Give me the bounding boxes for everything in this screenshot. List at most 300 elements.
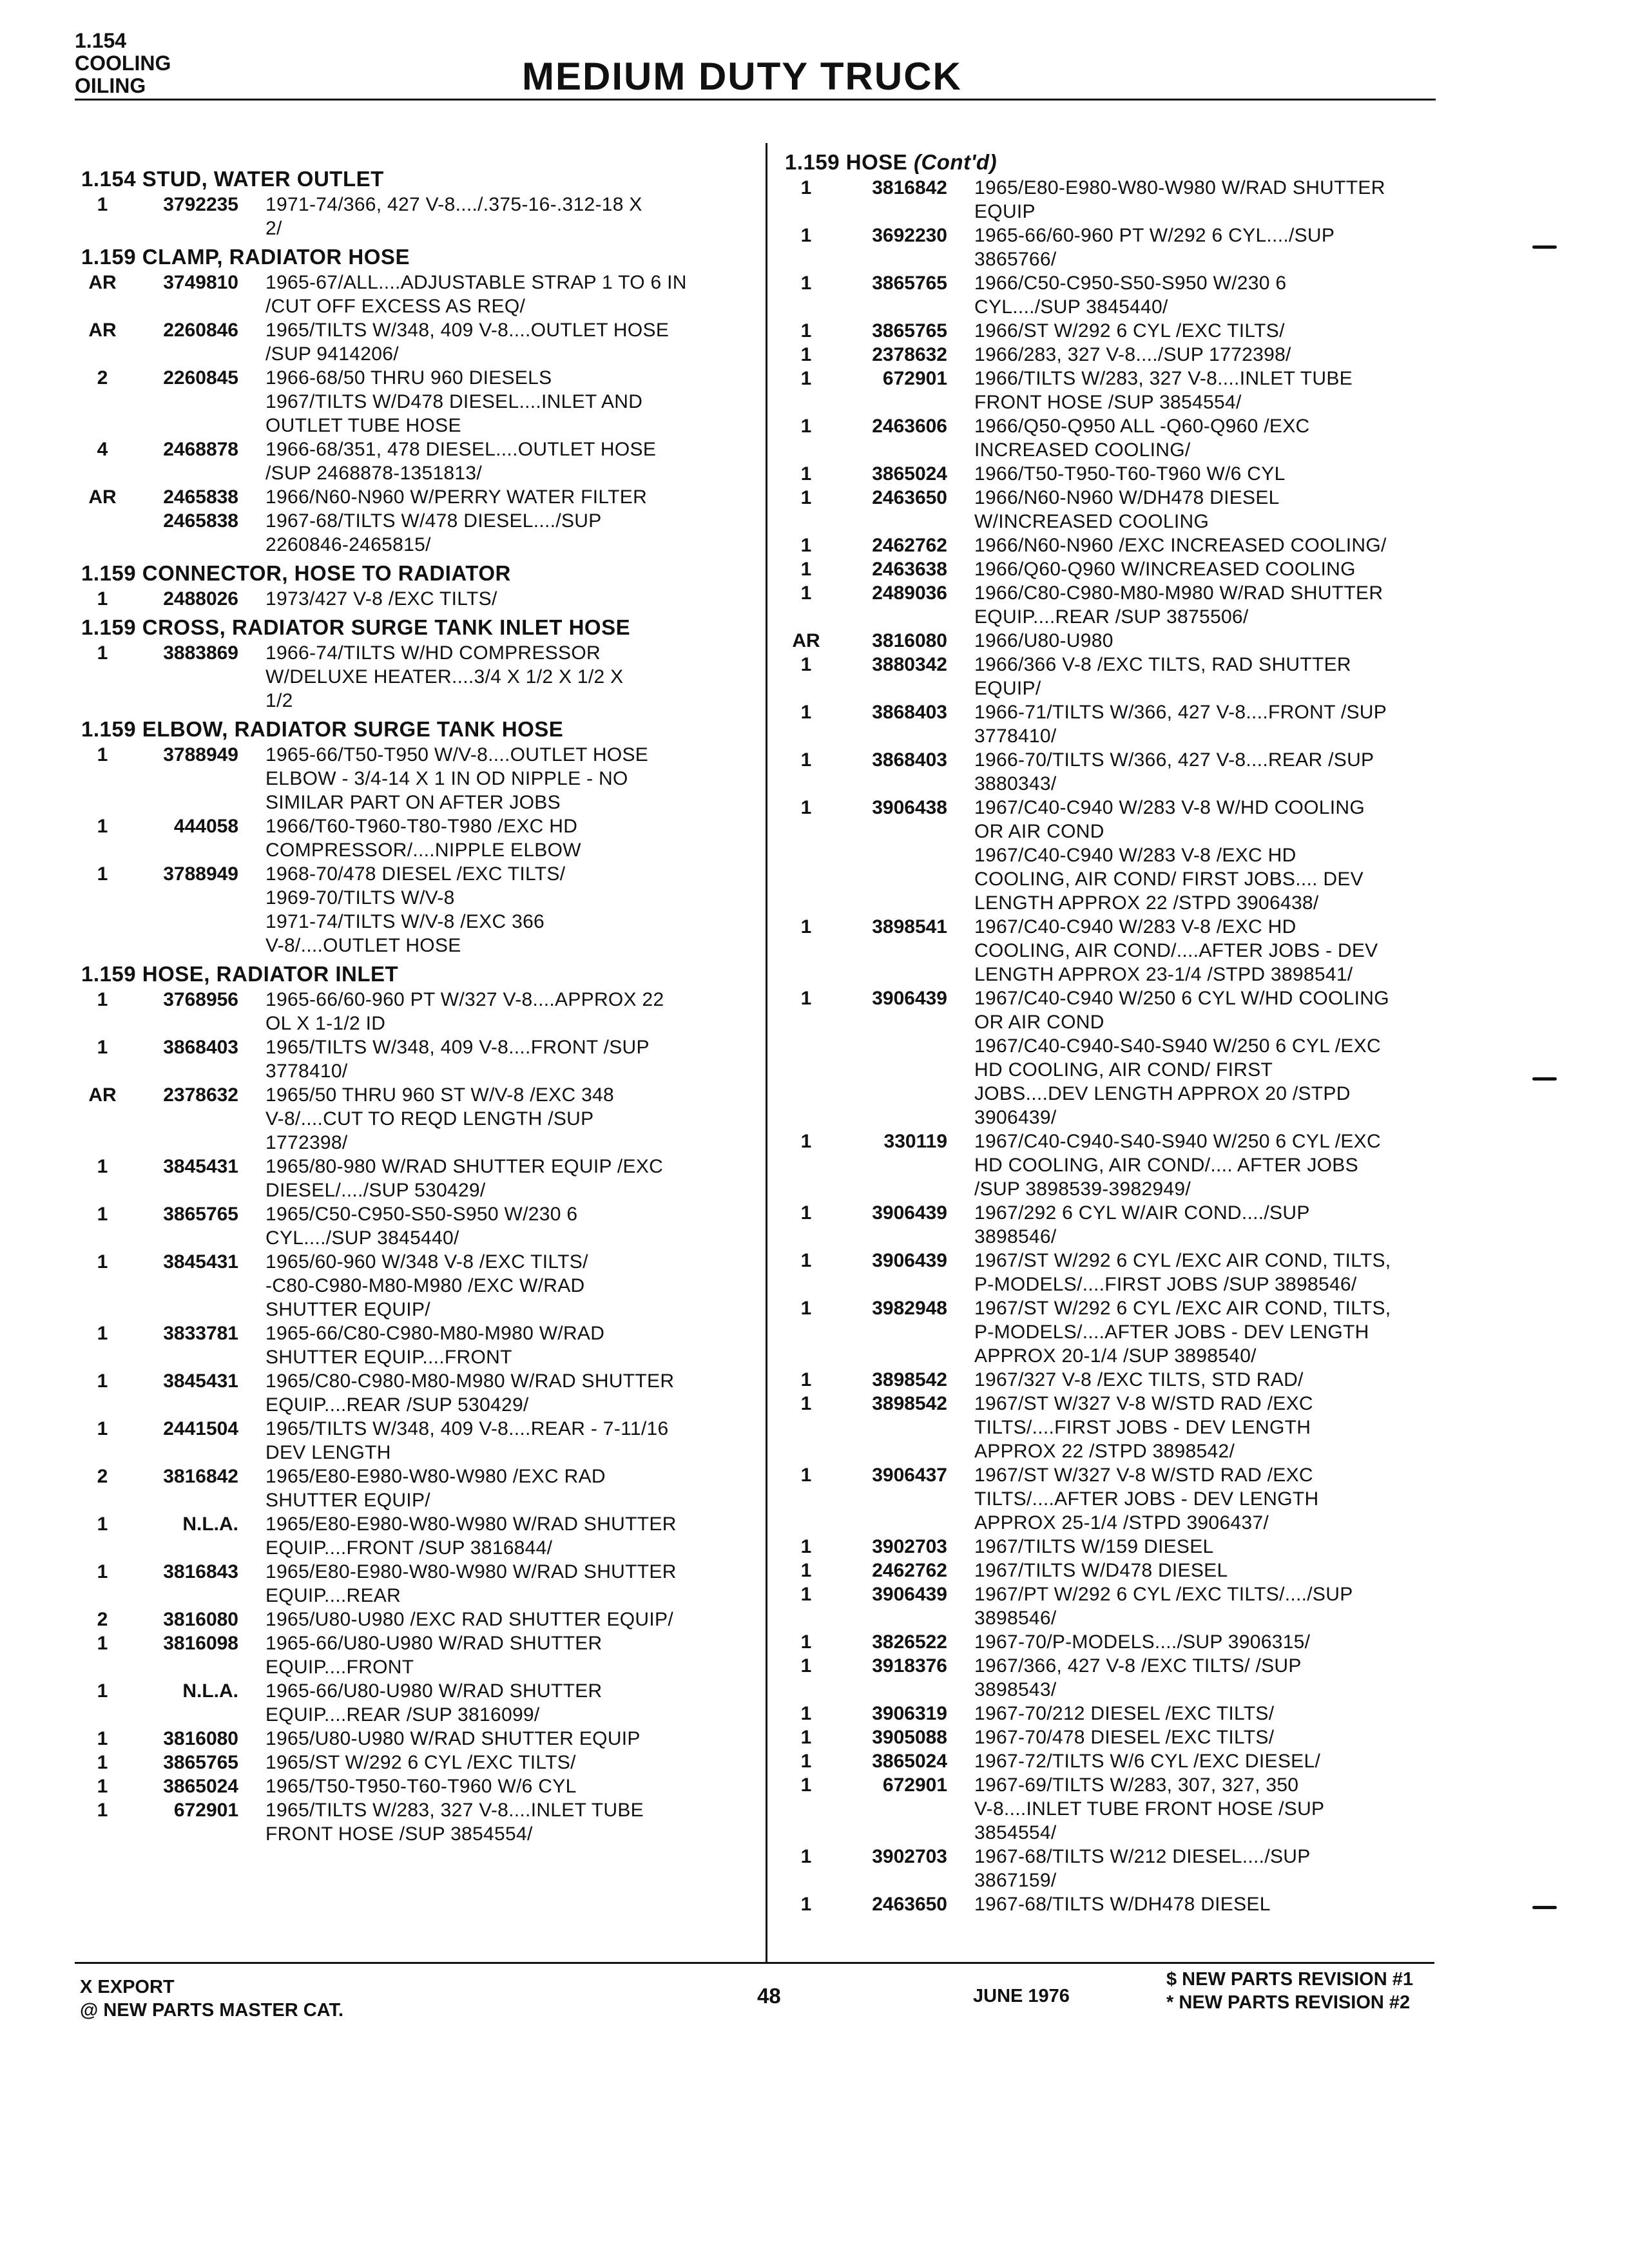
part-number: 3833781 <box>163 1323 238 1344</box>
part-row <box>76 509 746 557</box>
part-number: 3906439 <box>872 988 947 1009</box>
part-row <box>76 1369 746 1417</box>
part-row <box>780 224 1437 271</box>
part-quantity: 1 <box>97 816 108 837</box>
part-quantity: 1 <box>97 194 108 215</box>
part-number: 3692230 <box>872 225 947 246</box>
part-description: 1967-68/TILTS W/478 DIESEL..../SUP 2260846-2465815/ <box>265 510 602 555</box>
part-number: 3906319 <box>872 1703 947 1724</box>
part-row <box>780 653 1437 700</box>
part-description: 1965/C50-C950-S50-S950 W/230 6 CYL..../SUP 3845440/ <box>265 1204 578 1249</box>
part-number: 2465838 <box>163 510 238 532</box>
part-description: 1967/C40-C940-S40-S940 W/250 6 CYL /EXC HD COOLING, AIR COND/.... AFTER JOBS /SUP 3898539-3982949/ <box>974 1131 1381 1200</box>
part-number: 2463650 <box>872 487 947 508</box>
margin-mark <box>1532 245 1557 249</box>
part-row <box>780 1582 1437 1630</box>
part-description: 1968-70/478 DIESEL /EXC TILTS/ 1969-70/TILTS W/V-8 1971-74/TILTS W/V-8 /EXC 366 V-8/....OUTLET HOSE <box>265 863 566 956</box>
part-number: 3898542 <box>872 1369 947 1390</box>
part-row <box>76 1798 746 1846</box>
part-description: 1965/TILTS W/348, 409 V-8....OUTLET HOSE /SUP 9414206/ <box>265 320 670 365</box>
part-quantity: 1 <box>97 1680 108 1702</box>
part-row <box>780 271 1437 319</box>
part-description: 1966/U80-U980 <box>974 630 1113 651</box>
part-quantity: AR <box>88 1084 117 1106</box>
part-number: 3905088 <box>872 1727 947 1748</box>
part-row <box>76 271 746 318</box>
part-quantity: 1 <box>800 416 812 437</box>
part-description: 1965-66/U80-U980 W/RAD SHUTTER EQUIP....FRONT <box>265 1633 602 1678</box>
part-row <box>76 743 746 814</box>
legend-revision-2: * NEW PARTS REVISION #2 <box>1166 1992 1411 2013</box>
section-title: 1.159 CONNECTOR, HOSE TO RADIATOR <box>81 561 511 585</box>
part-number: 3906437 <box>872 1465 947 1486</box>
part-number: 3880342 <box>872 654 947 675</box>
part-description: 1967-72/TILTS W/6 CYL /EXC DIESEL/ <box>974 1751 1321 1772</box>
part-row <box>780 915 1437 986</box>
part-row <box>76 1083 746 1155</box>
part-quantity: 1 <box>800 1250 812 1271</box>
part-number: 3865024 <box>872 463 947 485</box>
part-description: 1967-70/478 DIESEL /EXC TILTS/ <box>974 1727 1275 1748</box>
part-description: 1966/N60-N960 /EXC INCREASED COOLING/ <box>974 535 1387 556</box>
part-description: 1967-68/TILTS W/DH478 DIESEL <box>974 1894 1271 1915</box>
part-quantity: 1 <box>800 463 812 485</box>
part-number: 3792235 <box>163 194 238 215</box>
part-quantity: 1 <box>800 1298 812 1319</box>
part-description: 1966/N60-N960 W/PERRY WATER FILTER <box>265 486 648 508</box>
part-number: 3816842 <box>163 1466 238 1487</box>
part-row <box>780 1892 1437 1916</box>
part-description: 1967/PT W/292 6 CYL /EXC TILTS/..../SUP 3898546/ <box>974 1584 1353 1629</box>
header-divider <box>75 99 1436 101</box>
part-row <box>780 1129 1437 1201</box>
part-row <box>76 1250 746 1321</box>
part-quantity: 2 <box>97 1609 108 1630</box>
part-description: 1965/50 THRU 960 ST W/V-8 /EXC 348 V-8/....CUT TO REQD LENGTH /SUP 1772398/ <box>265 1084 615 1153</box>
part-description: 1967/C40-C940 W/283 V-8 /EXC HD COOLING, AIR COND/....AFTER JOBS - DEV LENGTH APPROX 23-1/4 /STPD 3898541/ <box>974 916 1378 985</box>
part-quantity: 1 <box>800 273 812 294</box>
part-number: 2378632 <box>163 1084 238 1106</box>
part-number: 3845431 <box>163 1156 238 1177</box>
part-quantity: 1 <box>97 1323 108 1344</box>
part-quantity: AR <box>88 486 117 508</box>
part-number: 3788949 <box>163 863 238 885</box>
part-description: 1966/283, 327 V-8..../SUP 1772398/ <box>974 344 1291 365</box>
part-number: 2462762 <box>872 535 947 556</box>
part-description: 1965/U80-U980 W/RAD SHUTTER EQUIP <box>265 1728 641 1749</box>
part-quantity: 1 <box>97 1800 108 1821</box>
part-quantity: 2 <box>97 367 108 389</box>
part-quantity: 1 <box>800 1846 812 1867</box>
part-quantity: 1 <box>800 797 812 818</box>
part-quantity: 1 <box>800 559 812 580</box>
part-description: 1966/ST W/292 6 CYL /EXC TILTS/ <box>974 320 1285 341</box>
publication-date: JUNE 1976 <box>973 1986 1070 2006</box>
part-row <box>76 1608 746 1631</box>
part-number: 3898541 <box>872 916 947 937</box>
part-quantity: 1 <box>800 1131 812 1152</box>
part-description: 1967/ST W/327 V-8 W/STD RAD /EXC TILTS/....AFTER JOBS - DEV LENGTH APPROX 25-1/4 /STPD 3906437/ <box>974 1465 1319 1533</box>
part-number: 330119 <box>883 1131 947 1152</box>
part-row <box>76 1417 746 1465</box>
part-quantity: 1 <box>800 1369 812 1390</box>
part-quantity: 1 <box>800 344 812 365</box>
part-number: 3906439 <box>872 1584 947 1605</box>
part-description: 1965/E80-E980-W80-W980 W/RAD SHUTTER EQUIP....FRONT /SUP 3816844/ <box>265 1514 677 1559</box>
footer-divider <box>75 1962 1434 1964</box>
part-quantity: 1 <box>800 1465 812 1486</box>
part-quantity: 1 <box>97 1204 108 1225</box>
part-quantity: 1 <box>800 916 812 937</box>
part-description: 1967-68/TILTS W/212 DIESEL..../SUP 3867159/ <box>974 1846 1311 1891</box>
part-row <box>780 1463 1437 1535</box>
part-description: 1967/366, 427 V-8 /EXC TILTS/ /SUP 3898543/ <box>974 1655 1302 1700</box>
part-row <box>780 1702 1437 1725</box>
part-description: 1966/T50-T950-T60-T960 W/6 CYL <box>974 463 1286 485</box>
part-number: 3883869 <box>163 642 238 664</box>
part-quantity: 1 <box>800 1631 812 1653</box>
part-number: 3845431 <box>163 1370 238 1392</box>
part-row <box>780 1749 1437 1773</box>
part-number: 3845431 <box>163 1251 238 1273</box>
part-description: 1966/N60-N960 W/DH478 DIESEL W/INCREASED COOLING <box>974 487 1280 532</box>
part-number: 3865765 <box>163 1752 238 1773</box>
section-title: 1.159 CROSS, RADIATOR SURGE TANK INLET HOSE <box>81 615 631 639</box>
part-quantity: 4 <box>97 439 108 460</box>
part-quantity: 1 <box>800 749 812 771</box>
part-number: 672901 <box>173 1800 238 1821</box>
part-description: 1965/E80-E980-W80-W980 /EXC RAD SHUTTER EQUIP/ <box>265 1466 606 1511</box>
part-row <box>780 486 1437 533</box>
right-column <box>780 146 1437 1916</box>
part-description: 1967/292 6 CYL W/AIR COND..../SUP 3898546/ <box>974 1202 1310 1247</box>
part-number: 3906438 <box>872 797 947 818</box>
part-quantity: 1 <box>800 654 812 675</box>
part-quantity: 1 <box>800 1584 812 1605</box>
part-description: 1966-74/TILTS W/HD COMPRESSOR W/DELUXE HEATER....3/4 X 1/2 X 1/2 X 1/2 <box>265 642 624 711</box>
part-row <box>76 1321 746 1369</box>
part-description: 1967-70/P-MODELS..../SUP 3906315/ <box>974 1631 1311 1653</box>
part-number: 3865765 <box>163 1204 238 1225</box>
part-description: 1965-66/U80-U980 W/RAD SHUTTER EQUIP....REAR /SUP 3816099/ <box>265 1680 602 1725</box>
part-number: 3918376 <box>872 1655 947 1677</box>
part-quantity: 1 <box>97 989 108 1010</box>
part-quantity: 1 <box>800 1703 812 1724</box>
page-number: 48 <box>757 1984 781 2008</box>
part-number: 3865024 <box>163 1776 238 1797</box>
part-row <box>76 862 746 957</box>
footer-legend-right <box>1166 1968 1413 2014</box>
category-oiling: OILING <box>75 74 146 97</box>
footer-legend-left <box>80 1975 343 2022</box>
margin-mark <box>1532 1906 1557 1909</box>
part-description: 1967/327 V-8 /EXC TILTS, STD RAD/ <box>974 1369 1304 1390</box>
part-number: N.L.A. <box>182 1514 238 1535</box>
part-quantity: AR <box>88 272 117 293</box>
part-row <box>780 319 1437 343</box>
part-description: 1966-68/50 THRU 960 DIESELS 1967/TILTS W/D478 DIESEL....INLET AND OUTLET TUBE HOSE <box>265 367 643 436</box>
part-quantity: 1 <box>97 1752 108 1773</box>
part-quantity: 1 <box>97 642 108 664</box>
part-row <box>780 1654 1437 1702</box>
part-number: 3902703 <box>872 1846 947 1867</box>
part-description: 1965/60-960 W/348 V-8 /EXC TILTS/ -C80-C980-M80-M980 /EXC W/RAD SHUTTER EQUIP/ <box>265 1251 588 1320</box>
part-row <box>780 1725 1437 1749</box>
part-quantity: 1 <box>800 1894 812 1915</box>
part-description: 1966/T60-T960-T80-T980 /EXC HD COMPRESSOR/....NIPPLE ELBOW <box>265 816 581 861</box>
section-title: 1.154 STUD, WATER OUTLET <box>81 167 384 191</box>
part-number: 2468878 <box>163 439 238 460</box>
part-row <box>76 1679 746 1727</box>
left-column <box>76 162 746 1846</box>
part-number: N.L.A. <box>182 1680 238 1702</box>
part-quantity: 1 <box>800 177 812 198</box>
part-row <box>76 1727 746 1751</box>
part-description: 1965/E80-E980-W80-W980 W/RAD SHUTTER EQUIP <box>974 177 1385 222</box>
header-section-labels <box>75 30 171 97</box>
part-quantity: AR <box>88 320 117 341</box>
section-title: 1.159 HOSE, RADIATOR INLET <box>81 962 399 986</box>
part-row <box>780 629 1437 653</box>
part-quantity: 1 <box>800 702 812 723</box>
section-title <box>785 150 1437 174</box>
part-description: 1967/C40-C940 W/283 V-8 W/HD COOLING OR AIR COND 1967/C40-C940 W/283 V-8 /EXC HD COOLING, AIR COND/ FIRST JOBS.... DEV LENGTH APPROX 22 /STPD 3906438/ <box>974 797 1365 914</box>
part-number: 2465838 <box>163 486 238 508</box>
part-description: 1967-69/TILTS W/283, 307, 327, 350 V-8....INLET TUBE FRONT HOSE /SUP 3854554/ <box>974 1774 1325 1843</box>
part-description: 1965/E80-E980-W80-W980 W/RAD SHUTTER EQUIP....REAR <box>265 1561 677 1606</box>
part-row <box>780 1368 1437 1392</box>
part-description: 1973/427 V-8 /EXC TILTS/ <box>265 588 497 610</box>
part-number: 3816843 <box>163 1561 238 1582</box>
part-quantity: 1 <box>800 320 812 341</box>
part-quantity: 1 <box>800 988 812 1009</box>
part-row <box>780 1845 1437 1892</box>
part-number: 2462762 <box>872 1560 947 1581</box>
part-description: 1967/TILTS W/159 DIESEL <box>974 1536 1214 1557</box>
part-description: 1967/C40-C940 W/250 6 CYL W/HD COOLING OR AIR COND 1967/C40-C940-S40-S940 W/250 6 CYL /EXC HD COOLING, AIR COND/ FIRST JOBS....DEV LENGTH APPROX 20 /STPD 3906439/ <box>974 988 1389 1128</box>
part-row <box>780 1249 1437 1296</box>
part-description: 1967-70/212 DIESEL /EXC TILTS/ <box>974 1703 1275 1724</box>
part-row <box>780 986 1437 1129</box>
part-row <box>76 1751 746 1774</box>
part-quantity: 1 <box>800 1727 812 1748</box>
part-number: 444058 <box>173 816 238 837</box>
part-description: 1965/ST W/292 6 CYL /EXC TILTS/ <box>265 1752 576 1773</box>
part-row <box>76 1631 746 1679</box>
part-quantity: 1 <box>800 1202 812 1224</box>
part-quantity: 1 <box>97 1251 108 1273</box>
part-quantity: 1 <box>800 1393 812 1414</box>
part-quantity: 1 <box>97 1728 108 1749</box>
part-description: 1965-66/60-960 PT W/327 V-8....APPROX 22 OL X 1-1/2 ID <box>265 989 664 1034</box>
page-title: MEDIUM DUTY TRUCK <box>522 55 962 98</box>
part-row <box>780 462 1437 486</box>
part-quantity: 1 <box>800 1536 812 1557</box>
part-description: 1966/TILTS W/283, 327 V-8....INLET TUBE FRONT HOSE /SUP 3854554/ <box>974 368 1353 413</box>
part-quantity: 1 <box>800 225 812 246</box>
category-cooling: COOLING <box>75 52 171 75</box>
part-quantity: 1 <box>800 1751 812 1772</box>
part-row <box>780 1201 1437 1249</box>
part-row <box>780 1559 1437 1582</box>
part-number: 3749810 <box>163 272 238 293</box>
part-quantity: 1 <box>97 1514 108 1535</box>
part-quantity: 1 <box>97 1561 108 1582</box>
part-description: 1965/TILTS W/283, 327 V-8....INLET TUBE FRONT HOSE /SUP 3854554/ <box>265 1800 644 1845</box>
part-row <box>76 366 746 437</box>
part-description: 1966/366 V-8 /EXC TILTS, RAD SHUTTER EQUIP/ <box>974 654 1351 699</box>
part-number: 3826522 <box>872 1631 947 1653</box>
part-row <box>76 1035 746 1083</box>
part-description: 1966/C80-C980-M80-M980 W/RAD SHUTTER EQUIP....REAR /SUP 3875506/ <box>974 582 1383 628</box>
part-description: 1966/C50-C950-S50-S950 W/230 6 CYL..../SUP 3845440/ <box>974 273 1287 318</box>
legend-revision-1: $ NEW PARTS REVISION #1 <box>1166 1969 1413 1990</box>
section-title: 1.159 ELBOW, RADIATOR SURGE TANK HOSE <box>81 717 564 741</box>
part-row <box>76 1465 746 1512</box>
part-number: 3816842 <box>872 177 947 198</box>
part-quantity: 1 <box>97 1037 108 1058</box>
part-quantity: 1 <box>800 582 812 604</box>
part-description: 1965-66/C80-C980-M80-M980 W/RAD SHUTTER EQUIP....FRONT <box>265 1323 605 1368</box>
part-row <box>780 796 1437 915</box>
part-number: 2463650 <box>872 1894 947 1915</box>
part-number: 2441504 <box>163 1418 238 1439</box>
part-row <box>76 437 746 485</box>
column-divider <box>766 143 767 1962</box>
part-number: 3868403 <box>163 1037 238 1058</box>
part-row <box>780 367 1437 414</box>
part-row <box>780 700 1437 748</box>
part-description: 1967/ST W/292 6 CYL /EXC AIR COND, TILTS, P-MODELS/....AFTER JOBS - DEV LENGTH APPROX 20-1/4 /SUP 3898540/ <box>974 1298 1391 1367</box>
part-number: 3982948 <box>872 1298 947 1319</box>
part-description: 1965/80-980 W/RAD SHUTTER EQUIP /EXC DIESEL/..../SUP 530429/ <box>265 1156 664 1201</box>
margin-mark <box>1532 1077 1557 1081</box>
part-description: 1966-70/TILTS W/366, 427 V-8....REAR /SUP 3880343/ <box>974 749 1374 794</box>
part-number: 3865765 <box>872 273 947 294</box>
legend-export: X EXPORT <box>80 1977 175 1997</box>
part-number: 2463638 <box>872 559 947 580</box>
part-row <box>76 1512 746 1560</box>
part-number: 3868403 <box>872 702 947 723</box>
part-row <box>76 587 746 611</box>
part-quantity: AR <box>792 630 820 651</box>
part-row <box>780 748 1437 796</box>
section-title-continued: (Cont'd) <box>913 150 998 174</box>
part-description: 1966-71/TILTS W/366, 427 V-8....FRONT /SUP 3778410/ <box>974 702 1387 747</box>
part-quantity: 1 <box>97 1370 108 1392</box>
part-description: 1967/ST W/327 V-8 W/STD RAD /EXC TILTS/....FIRST JOBS - DEV LENGTH APPROX 22 /STPD 3898542/ <box>974 1393 1313 1462</box>
part-description: 1966/Q60-Q960 W/INCREASED COOLING <box>974 559 1356 580</box>
part-number: 3865765 <box>872 320 947 341</box>
part-quantity: 1 <box>97 1776 108 1797</box>
part-quantity: 1 <box>800 1655 812 1677</box>
part-row <box>780 343 1437 367</box>
part-row <box>76 641 746 713</box>
section-number: 1.154 <box>75 29 127 52</box>
legend-master-cat: @ NEW PARTS MASTER CAT. <box>80 2000 344 2021</box>
part-description: 1965/C80-C980-M80-M980 W/RAD SHUTTER EQUIP....REAR /SUP 530429/ <box>265 1370 675 1416</box>
part-quantity: 1 <box>97 744 108 765</box>
part-number: 3865024 <box>872 1751 947 1772</box>
part-description: 1965-66/60-960 PT W/292 6 CYL..../SUP 3865766/ <box>974 225 1335 270</box>
part-description: 1965-67/ALL....ADJUSTABLE STRAP 1 TO 6 IN /CUT OFF EXCESS AS REQ/ <box>265 272 687 317</box>
part-row <box>76 1155 746 1202</box>
part-description: 1966-68/351, 478 DIESEL....OUTLET HOSE /SUP 2468878-1351813/ <box>265 439 657 484</box>
part-row <box>780 533 1437 557</box>
part-description: 1967/TILTS W/D478 DIESEL <box>974 1560 1228 1581</box>
part-description: 1967/ST W/292 6 CYL /EXC AIR COND, TILTS, P-MODELS/....FIRST JOBS /SUP 3898546/ <box>974 1250 1391 1295</box>
part-quantity: 1 <box>800 535 812 556</box>
part-number: 2463606 <box>872 416 947 437</box>
part-number: 3906439 <box>872 1202 947 1224</box>
part-row <box>780 1773 1437 1845</box>
part-row <box>76 814 746 862</box>
part-row <box>76 1202 746 1250</box>
part-row <box>76 1774 746 1798</box>
section-title: 1.159 CLAMP, RADIATOR HOSE <box>81 245 410 269</box>
part-row <box>780 1630 1437 1654</box>
part-number: 2488026 <box>163 588 238 610</box>
part-description: 1965/TILTS W/348, 409 V-8....REAR - 7-11/16 DEV LENGTH <box>265 1418 669 1463</box>
part-number: 3816080 <box>163 1609 238 1630</box>
part-number: 3906439 <box>872 1250 947 1271</box>
part-quantity: 1 <box>800 1774 812 1796</box>
part-description: 1966/Q50-Q950 ALL -Q60-Q960 /EXC INCREASED COOLING/ <box>974 416 1310 461</box>
part-description: 1965-66/T50-T950 W/V-8....OUTLET HOSE ELBOW - 3/4-14 X 1 IN OD NIPPLE - NO SIMILAR PART ON AFTER JOBS <box>265 744 649 813</box>
part-number: 2378632 <box>872 344 947 365</box>
part-row <box>780 1392 1437 1463</box>
part-row <box>76 318 746 366</box>
part-quantity: 1 <box>97 1418 108 1439</box>
part-number: 672901 <box>882 1774 947 1796</box>
part-number: 2260845 <box>163 367 238 389</box>
part-quantity: 1 <box>97 863 108 885</box>
part-number: 3816080 <box>872 630 947 651</box>
part-number: 3768956 <box>163 989 238 1010</box>
part-row <box>780 557 1437 581</box>
part-quantity: 1 <box>97 1633 108 1654</box>
part-quantity: 1 <box>800 1560 812 1581</box>
part-description: 1965/TILTS W/348, 409 V-8....FRONT /SUP 3778410/ <box>265 1037 650 1082</box>
part-description: 1971-74/366, 427 V-8..../.375-16-.312-18 X 2/ <box>265 194 642 239</box>
part-description: 1965/T50-T950-T60-T960 W/6 CYL <box>265 1776 577 1797</box>
part-number: 3868403 <box>872 749 947 771</box>
part-quantity: 1 <box>97 588 108 610</box>
part-number: 2489036 <box>872 582 947 604</box>
part-quantity: 2 <box>97 1466 108 1487</box>
part-number: 3816080 <box>163 1728 238 1749</box>
part-number: 3788949 <box>163 744 238 765</box>
part-row <box>76 193 746 240</box>
part-quantity: 1 <box>97 1156 108 1177</box>
part-row <box>76 988 746 1035</box>
part-quantity: 1 <box>800 487 812 508</box>
part-number: 2260846 <box>163 320 238 341</box>
part-number: 3816098 <box>163 1633 238 1654</box>
part-row <box>76 485 746 509</box>
part-row <box>780 176 1437 224</box>
part-number: 3902703 <box>872 1536 947 1557</box>
part-number: 3898542 <box>872 1393 947 1414</box>
part-row <box>780 581 1437 629</box>
part-row <box>780 1296 1437 1368</box>
part-row <box>780 1535 1437 1559</box>
part-quantity: 1 <box>800 368 812 389</box>
part-description: 1965/U80-U980 /EXC RAD SHUTTER EQUIP/ <box>265 1609 673 1630</box>
section-title-text: 1.159 HOSE <box>785 150 908 174</box>
part-row <box>76 1560 746 1608</box>
part-row <box>780 414 1437 462</box>
